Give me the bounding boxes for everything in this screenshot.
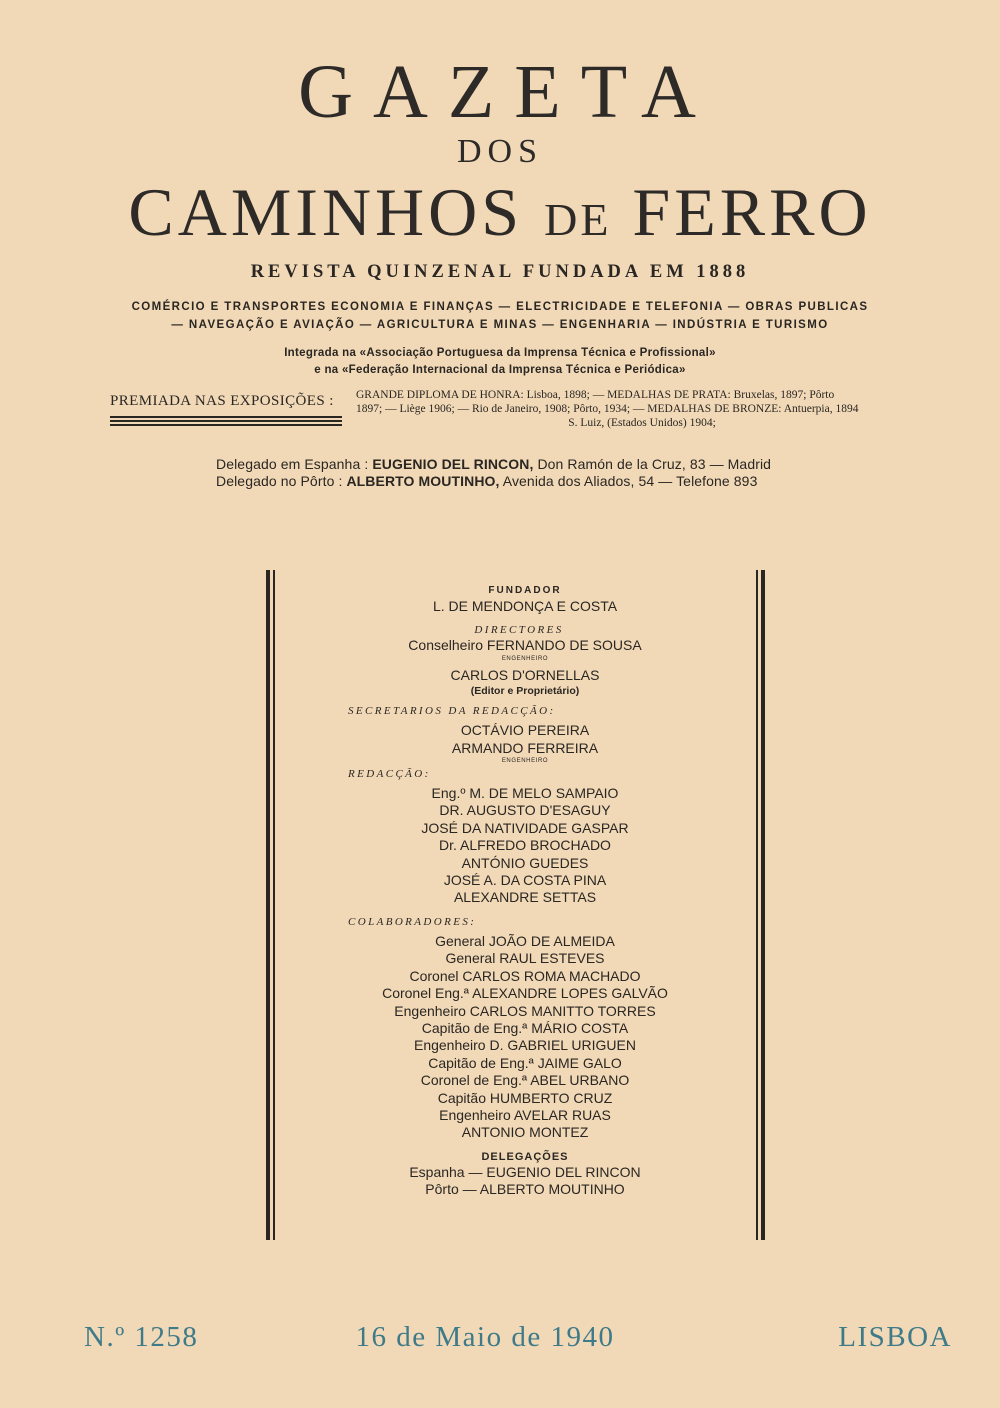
delegado-name: EUGENIO DEL RINCON, [372,456,534,472]
fundador-heading: FUNDADOR [488,585,562,596]
directores-heading: DIRECTORES [474,624,564,637]
director-note: (Editor e Proprietário) [470,685,580,698]
premiada-line-1: GRANDE DIPLOMA DE HONRA: Lisboa, 1898; — MEDALHAS DE PRATA: Bruxelas, 1897; Pôrto [356,389,835,401]
left-rule-thin [273,570,275,1240]
premiada-line-3: S. Luiz, (Estados Unidos) 1904; [568,417,716,429]
secretarios-heading: SECRETARIOS DA REDACÇÃO: [348,705,556,718]
colaborador: Coronel Eng.ª ALEXANDRE LOPES GALVÃO [382,985,668,1002]
colaborador: Coronel de Eng.ª ABEL URBANO [420,1072,630,1089]
redaccao-member: ANTÓNIO GUEDES [461,854,589,871]
topics-line-2: — NAVEGAÇÃO E AVIAÇÃO — AGRICULTURA E MINAS — ENGENHARIA — INDÚSTRIA E TURISMO [171,319,829,331]
colaboradores-heading: COLABORADORES: [348,915,477,928]
delegado-espanha [216,455,771,473]
premiada-rule [110,416,342,428]
masthead-caminhos: CAMINHOS [128,174,524,250]
right-rule-thick [761,570,765,1240]
delegado-address: Avenida dos Aliados, 54 — Telefone 893 [502,473,758,489]
redaccao-member: ALEXANDRE SETTAS [453,889,597,906]
delegado-address: Don Ramón de la Cruz, 83 — Madrid [537,456,772,472]
issue-date: 16 de Maio de 1940 [355,1321,615,1353]
redaccao-member: Eng.º M. DE MELO SAMPAIO [431,785,619,802]
delegado-prefix: Delegado no Pôrto : [216,473,343,489]
colaborador: Capitão de Eng.ª JAIME GALO [428,1054,622,1071]
redaccao-member: JOSÉ DA NATIVIDADE GASPAR [421,819,629,836]
secretario-note: ENGENHEIRO [501,758,549,765]
masthead-dos: DOS [456,133,544,170]
director-name: Conselheiro FERNANDO DE SOUSA [408,637,642,654]
masthead-gazeta: GAZETA [298,50,716,134]
delegacoes-heading: DELEGAÇÕES [481,1150,569,1163]
colaborador: Engenheiro D. GABRIEL URIGUEN [413,1037,636,1054]
fundador-name: L. DE MENDONÇA E COSTA [432,598,618,614]
topics-line-1: COMÉRCIO E TRANSPORTES ECONOMIA E FINANÇAS — ELECTRICIDADE E TELEFONIA — OBRAS PUBLICAS [131,301,869,313]
colaborador: General JOÃO DE ALMEIDA [435,932,615,949]
director-name: CARLOS D'ORNELLAS [450,666,600,683]
redaccao-member: JOSÉ A. DA COSTA PINA [443,872,607,889]
colaborador: Capitão HUMBERTO CRUZ [437,1089,613,1106]
delegacao: Espanha — EUGENIO DEL RINCON [409,1163,641,1180]
colaborador: ANTONIO MONTEZ [461,1124,589,1141]
issue-city: LISBOA [838,1321,952,1353]
delegado-porto [216,472,757,490]
colaborador: Engenheiro CARLOS MANITTO TORRES [394,1002,656,1019]
colaborador: Capitão de Eng.ª MÁRIO COSTA [421,1019,629,1036]
integrada-line-2: e na «Federação Internacional da Imprensa Técnica e Periódica» [314,364,686,376]
premiada-line-2: 1897; — Liège 1906; — Rio de Janeiro, 1908; Pôrto, 1934; — MEDALHAS DE BRONZE: Antuerpia, 1894 [356,403,859,415]
delegado-prefix: Delegado em Espanha : [216,456,369,472]
subtitle: REVISTA QUINZENAL FUNDADA EM 1888 [250,262,750,282]
integrada-line-1: Integrada na «Associação Portuguesa da Imprensa Técnica e Profissional» [284,347,716,359]
premiada-label: PREMIADA NAS EXPOSIÇÕES : [110,393,334,409]
redaccao-member: Dr. ALFREDO BROCHADO [439,837,611,854]
director-note: ENGENHEIRO [501,655,549,662]
secretario-name: OCTÁVIO PEREIRA [460,722,590,739]
colaborador: Coronel CARLOS ROMA MACHADO [409,967,641,984]
staff-listing [290,584,760,1199]
left-rule-thick [266,570,270,1240]
issue-number: N.º 1258 [84,1321,199,1353]
colaborador: General RAUL ESTEVES [445,950,605,967]
masthead-de: DE [544,194,612,245]
secretario-name: ARMANDO FERREIRA [451,739,599,756]
masthead-ferro: FERRO [632,174,872,250]
premiada-awards [356,388,928,430]
masthead-caminhos-de-ferro [0,174,1000,258]
redaccao-member: DR. AUGUSTO D'ESAGUY [439,802,611,819]
delegacao: Pôrto — ALBERTO MOUTINHO [425,1181,625,1198]
redaccao-heading: REDACÇÃO: [348,768,431,781]
delegado-name: ALBERTO MOUTINHO, [346,473,500,489]
colaborador: Engenheiro AVELAR RUAS [439,1106,611,1123]
